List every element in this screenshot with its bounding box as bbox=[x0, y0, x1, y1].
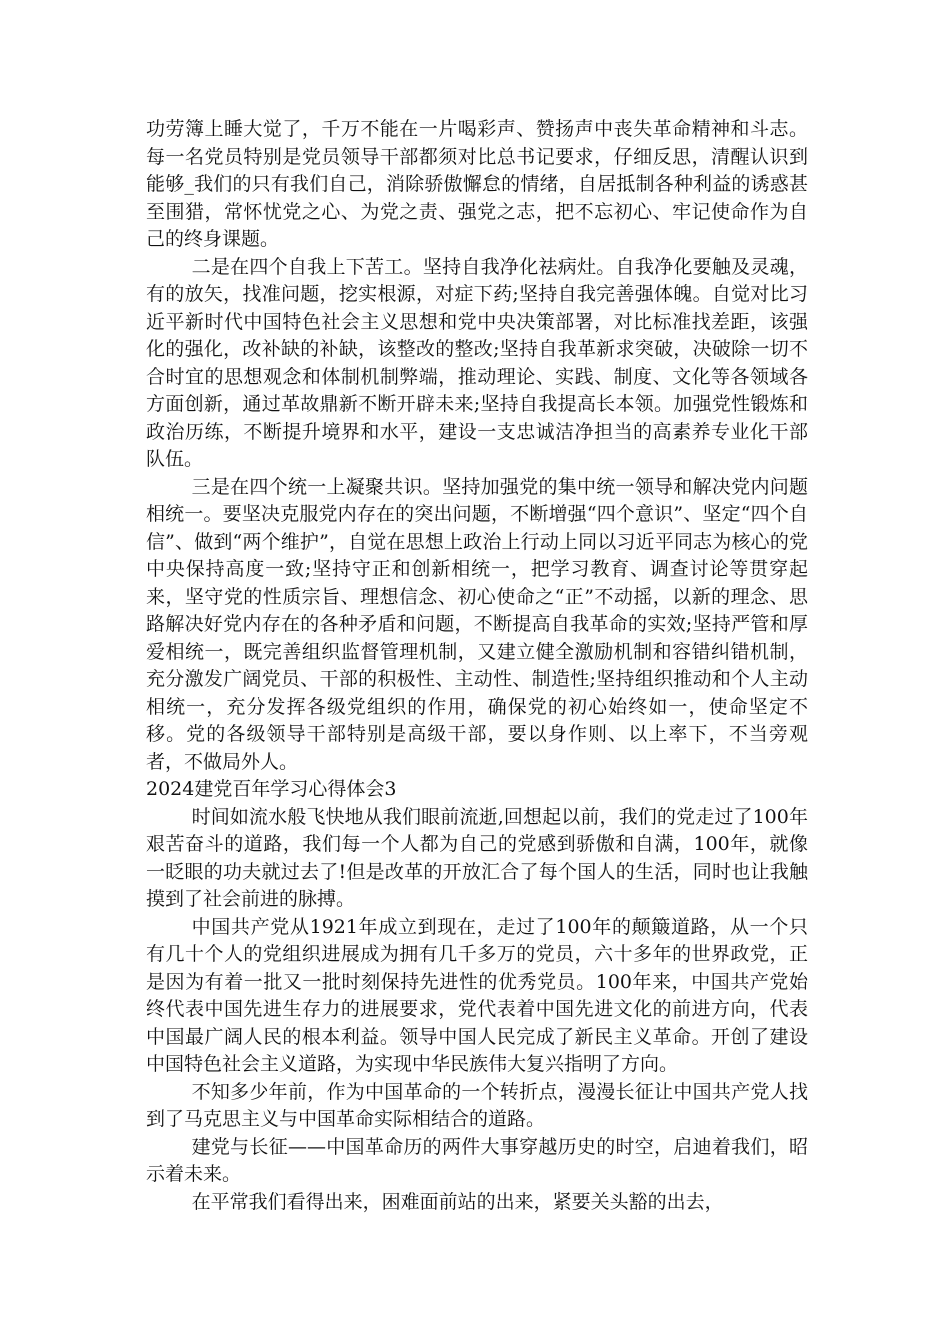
document-body bbox=[146, 116, 808, 1216]
section-heading: 2024建党百年学习心得体会3 bbox=[146, 778, 397, 800]
paragraph-continuation: 功劳簿上睡大觉了，千万不能在一片喝彩声、赞扬声中丧失革命精神和斗志。每一名党员特别是党员领导干部都须对比总书记要求，仔细反思，清醒认识到能够_我们的只有我们自己，消除骄傲懈怠的情绪，自居抵制各种利益的诱惑甚至围猎，常怀忧党之心、为党之责、强党之志，把不忘初心、牢记使命作为自己的终身课题。 bbox=[146, 118, 808, 250]
paragraph-time-flows: 时间如流水般飞快地从我们眼前流逝,回想起以前，我们的党走过了100年艰苦奋斗的道路，我们每一个人都为自己的党感到骄傲和自满，100年，就像一眨眼的功夫就过去了!但是改革的开放汇合了每个国人的生活，同时也让我触摸到了社会前进的脉搏。 bbox=[146, 805, 808, 910]
paragraph-two-events: 建党与长征——中国革命历的两件大事穿越历史的时空，启迪着我们，昭示着未来。 bbox=[146, 1135, 808, 1185]
paragraph-ordinary-times: 在平常我们看得出来，困难面前站的出来，紧要关头豁的出去， bbox=[191, 1190, 724, 1213]
paragraph-four-self: 二是在四个自我上下苦工。坚持自我净化祛病灶。自我净化要触及灵魂，有的放矢，找准问题，挖实根源，对症下药;坚持自我完善强体魄。自觉对比习近平新时代中国特色社会主义思想和党中央决策部署，对比标准找差距，该强化的强化，改补缺的补缺，该整改的整改;坚持自我革新求突破，决破除一切不合时宜的思想观念和体制机制弊端，推动理论、实践、制度、文化等各领域各方面创新，通过革故鼎新不断开辟未来;坚持自我提高长本领。加强党性锻炼和政治历练，不断提升境界和水平，建设一支忠诚洁净担当的高素养专业化干部队伍。 bbox=[146, 255, 808, 470]
paragraph-long-march: 不知多少年前，作为中国革命的一个转折点，漫漫长征让中国共产党人找到了马克思主义与中国革命实际相结合的道路。 bbox=[146, 1080, 808, 1130]
paragraph-four-unity: 三是在四个统一上凝聚共识。坚持加强党的集中统一领导和解决党内问题相统一。要坚决克服党内存在的突出问题，不断增强“四个意识”、坚定“四个自信”、做到“两个维护”，自觉在思想上政治上行动上同以习近平同志为核心的党中央保持高度一致;坚持守正和创新相统一，把学习教育、调查讨论等贯穿起来，坚守党的性质宗旨、理想信念、初心使命之“正”不动摇，以新的理念、思路解决好党内存在的各种矛盾和问题，不断提高自我革命的实效;坚持严管和厚爱相统一，既完善组织监督管理机制，又建立健全激励机制和容错纠错机制，充分激发广阔党员、干部的积极性、主动性、制造性;坚持组织推动和个人主动相统一，充分发挥各级党组织的作用，确保党的初心始终如一，使命坚定不移。党的各级领导干部特别是高级干部，要以身作则、以上率下，不当旁观者，不做局外人。 bbox=[146, 475, 808, 773]
paragraph-party-history: 中国共产党从1921年成立到现在，走过了100年的颠簸道路，从一个只有几十个人的党组织进展成为拥有几千多万的党员，六十多年的世界政党，正是因为有着一批又一批时刻保持先进性的优秀党员。100年来，中国共产党始终代表中国先进生存力的进展要求，党代表着中国先进文化的前进方向，代表中国最广阔人民的根本利益。领导中国人民完成了新民主义革命。开创了建设中国特色社会主义道路，为实现中华民族伟大复兴指明了方向。 bbox=[146, 915, 808, 1075]
